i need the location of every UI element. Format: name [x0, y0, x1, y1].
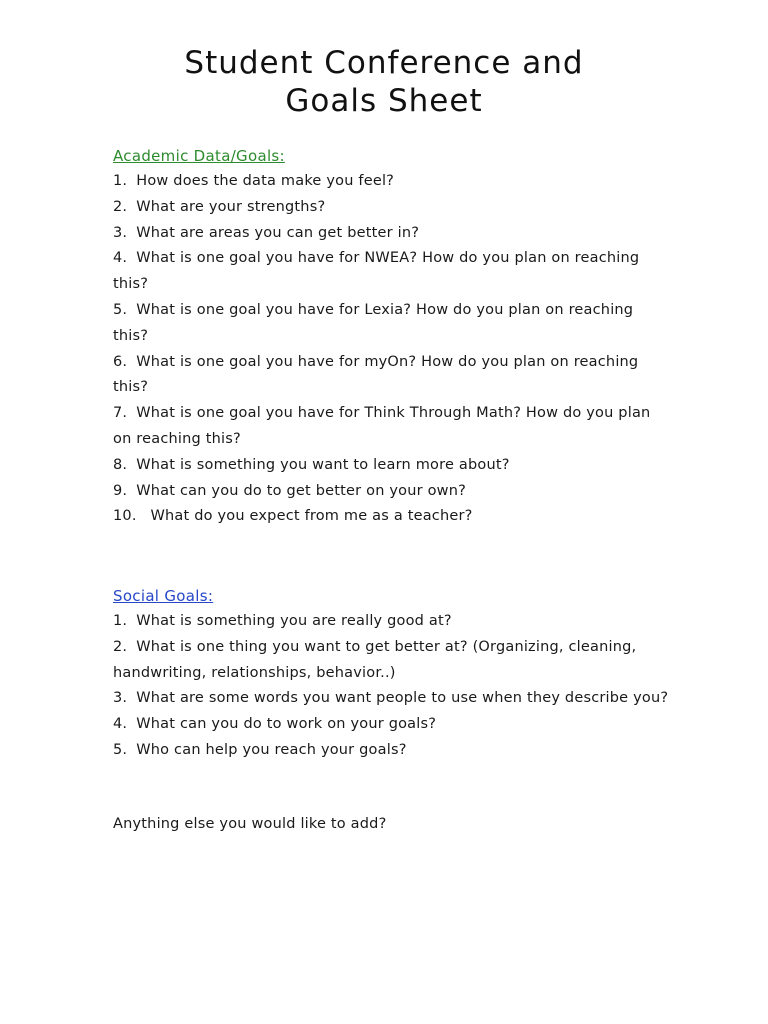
list-item [113, 479, 673, 505]
list-item [113, 738, 673, 764]
item-number: 3. [113, 224, 128, 241]
list-item [113, 350, 673, 402]
item-text: How does the data make you feel? [136, 173, 395, 189]
item-text: What do you expect from me as a teacher? [145, 508, 473, 525]
academic-question-list [113, 169, 673, 530]
item-number: 5. [113, 301, 128, 318]
item-text: What is one goal you have for Think Through Math? How do you plan on reaching this? [113, 405, 651, 447]
item-text: What is one thing you want to get better at? (Organizing, cleaning, handwriting, relationships, behavior..) [113, 638, 637, 681]
item-text: What can you do to work on your goals? [136, 716, 437, 733]
item-number: 9. [113, 482, 128, 499]
title-line-2: Goals Sheet [285, 83, 483, 119]
item-number: 4. [113, 716, 128, 733]
item-number: 2. [113, 198, 128, 215]
item-number: 4. [113, 250, 128, 267]
social-question-list [113, 609, 673, 764]
list-item [113, 504, 673, 530]
list-item [113, 453, 673, 479]
item-text: Who can help you reach your goals? [136, 741, 407, 758]
social-section [113, 583, 673, 764]
item-text: What can you do to get better on your own? [136, 482, 467, 499]
item-number: 10. [113, 508, 137, 525]
item-number: 1. [113, 173, 128, 189]
item-text: What are some words you want people to use when they describe you? [136, 690, 669, 707]
item-number: 3. [113, 690, 128, 707]
list-item [113, 401, 673, 453]
closing-question: Anything else you would like to add? [113, 816, 387, 832]
item-number: 2. [113, 638, 128, 655]
academic-section [113, 143, 673, 530]
list-item [113, 635, 673, 687]
title-line-1: Student Conference and [184, 45, 584, 81]
list-item [113, 195, 673, 221]
item-text: What are areas you can get better in? [136, 224, 420, 241]
list-item [113, 686, 673, 712]
item-number: 1. [113, 613, 128, 629]
item-number: 8. [113, 456, 128, 473]
list-item [113, 246, 673, 298]
list-item [113, 221, 673, 247]
item-text: What is one goal you have for NWEA? How do you plan on reaching this? [113, 250, 640, 293]
list-item [113, 298, 673, 350]
item-text: What are your strengths? [136, 198, 326, 215]
item-text: What is one goal you have for myOn? How do you plan on reaching this? [113, 353, 639, 396]
item-number: 5. [113, 741, 128, 758]
item-text: What is something you are really good at? [136, 613, 452, 629]
social-heading: Social Goals: [113, 587, 214, 605]
page-title [0, 44, 768, 120]
academic-heading: Academic Data/Goals: [113, 147, 285, 165]
item-number: 7. [113, 405, 128, 422]
item-number: 6. [113, 353, 128, 370]
item-text: What is something you want to learn more about? [136, 456, 510, 473]
list-item [113, 609, 673, 635]
item-text: What is one goal you have for Lexia? How do you plan on reaching this? [113, 301, 634, 344]
list-item [113, 169, 673, 195]
list-item [113, 712, 673, 738]
